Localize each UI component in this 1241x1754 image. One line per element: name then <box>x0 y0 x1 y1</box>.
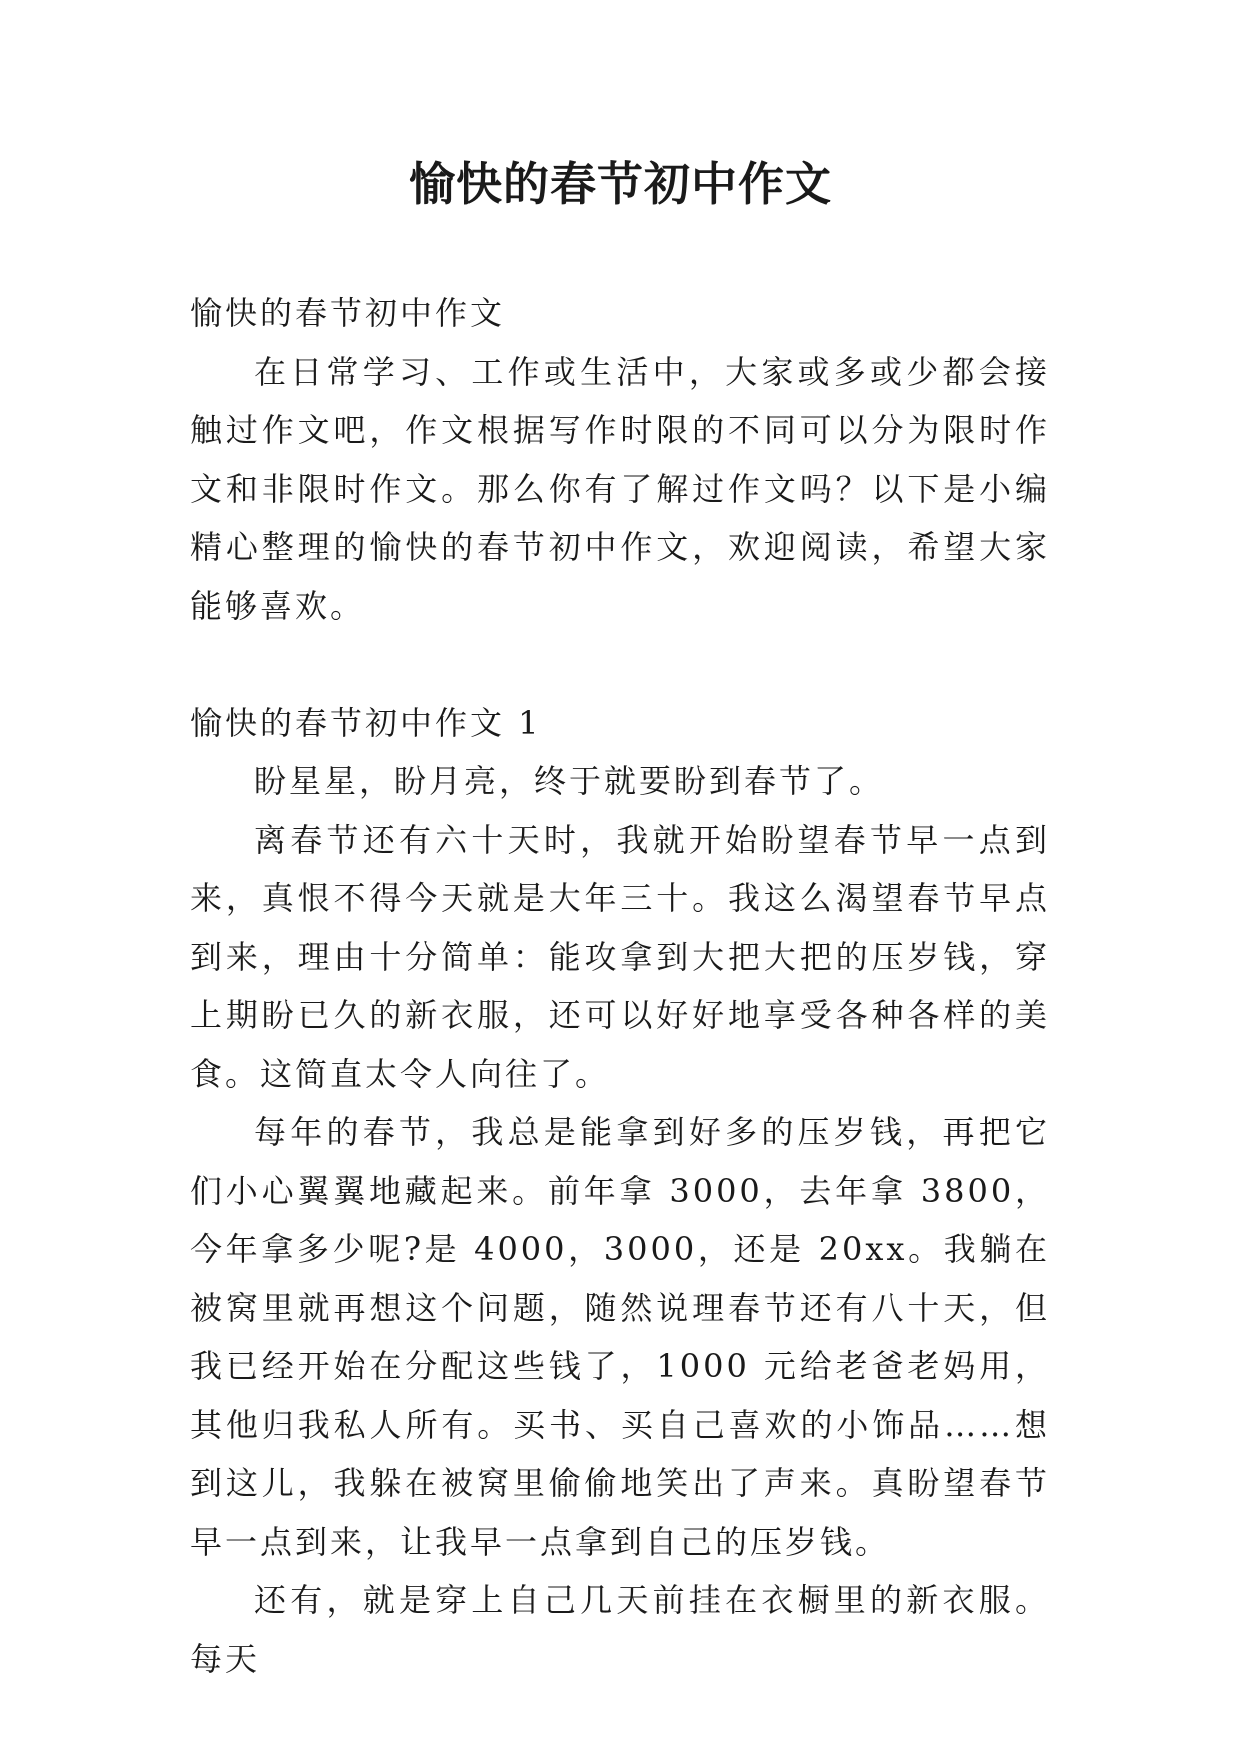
essay-paragraph: 每年的春节，我总是能拿到好多的压岁钱，再把它们小心翼翼地藏起来。前年拿 3000，去年拿 3800，今年拿多少呢?是 4000，3000，还是 20xx。我躺在被窝里就再想这个问题，随然说理春节还有八十天，但我已经开始在分配这些钱了，1000 元给老爸老妈用，其他归我私人所有。买书、买自己喜欢的小饰品……想到这儿，我躲在被窝里偷偷地笑出了声来。真盼望春节早一点到来，让我早一点拿到自己的压岁钱。 <box>190 1113 1050 1561</box>
intro-paragraph: 在日常学习、工作或生活中，大家或多或少都会接触过作文吧，作文根据写作时限的不同可以分为限时作文和非限时作文。那么你有了解过作文吗？以下是小编精心整理的愉快的春节初中作文，欢迎阅读，希望大家能够喜欢。 <box>190 352 1050 625</box>
paragraph-spacer <box>190 635 1050 694</box>
document-body <box>190 284 1050 1688</box>
essay-paragraph: 离春节还有六十天时，我就开始盼望春节早一点到来，真恨不得今天就是大年三十。我这么渴望春节早点到来，理由十分简单：能攻拿到大把大把的压岁钱，穿上期盼已久的新衣服，还可以好好地享受各种各样的美食。这简直太令人向往了。 <box>190 820 1050 1093</box>
essay-paragraph: 盼星星，盼月亮，终于就要盼到春节了。 <box>254 762 885 800</box>
essay-heading: 愉快的春节初中作文 1 <box>190 703 542 742</box>
intro-heading: 愉快的春节初中作文 <box>190 294 506 332</box>
essay-paragraph: 还有，就是穿上自己几天前挂在衣橱里的新衣服。每天 <box>190 1581 1050 1678</box>
document-title: 愉快的春节初中作文 <box>409 157 832 211</box>
